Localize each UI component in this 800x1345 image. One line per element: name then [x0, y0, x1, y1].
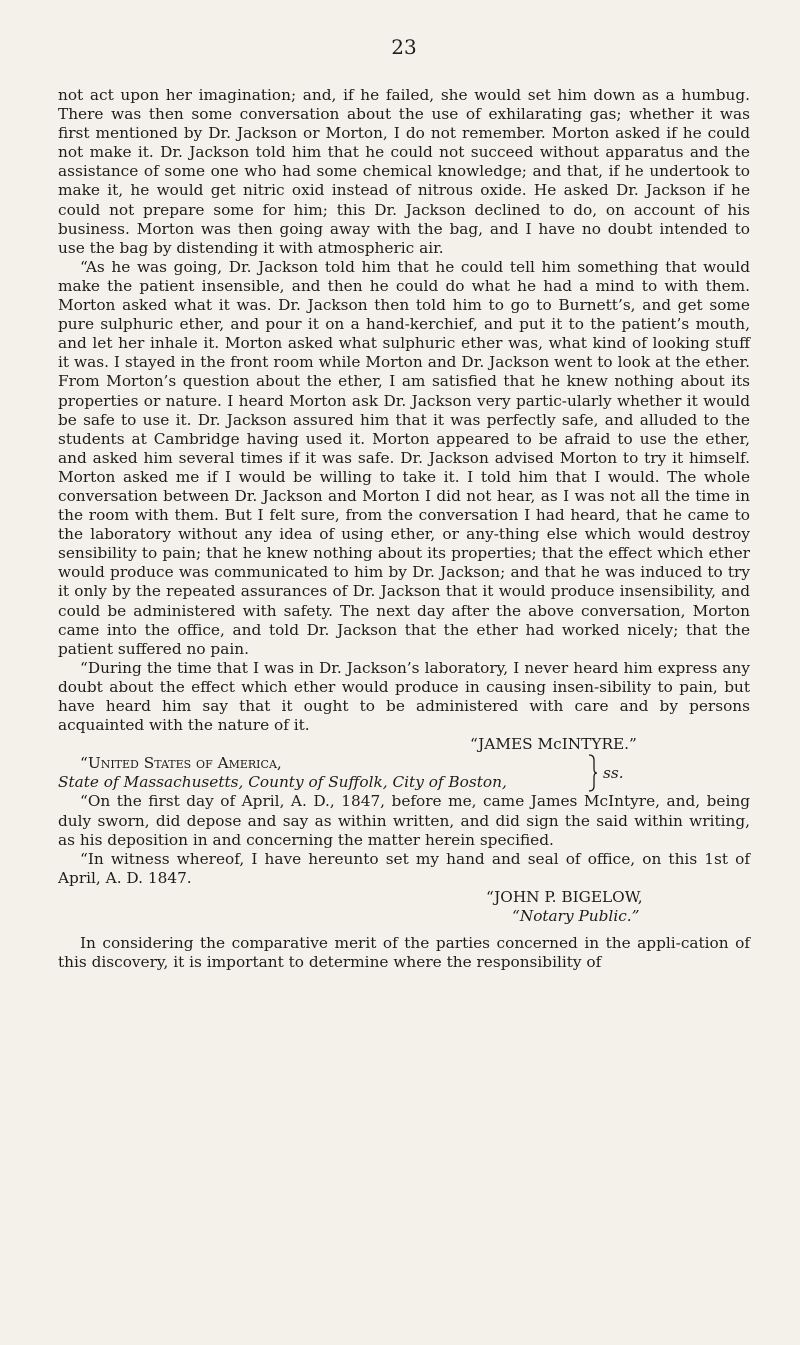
- venue-country: “United States of America,: [80, 754, 282, 773]
- signature-notary-title: “Notary Public.”: [512, 907, 640, 926]
- paragraph-4: “On the first day of April, A. D., 1847, before me, came James McIntyre, and, being duly sworn, did depose and say as within written, and did sign the said within writing, as his deposition in and concerning the matter herein specified.: [58, 792, 750, 849]
- paragraph-6: In considering the comparative merit of the parties concerned in the appli-cation of this discovery, it is important to determine where the responsibility of: [58, 934, 750, 972]
- signature-john-bigelow: “JOHN P. BIGELOW,: [486, 887, 643, 906]
- venue-ss: ss.: [603, 764, 624, 783]
- venue-block: [58, 754, 750, 792]
- paragraph-5: “In witness whereof, I have hereunto set my hand and seal of office, on this 1st of April, A. D. 1847.: [58, 849, 750, 887]
- paragraph-1: not act upon her imagination; and, if he failed, she would set him down as a humbug. There was then some conversation about the use of exhilarating gas; whether it was first mentioned by Dr. Jackson or Morton, I do not remember. Morton asked if he could not make it. Dr. Jackson told him that he could not succeed without apparatus and the assistance of some one who had some chemical knowledge; and that, if he undertook to make it, he would get nitric oxid instead of nitrous oxide. He asked Dr. Jackson if he could not prepare some for him; this Dr. Jackson declined to do, on account of his business. Morton was then going away with the bag, and I have no doubt intended to use the bag by distending it with atmospheric air.: [58, 86, 750, 257]
- document-page: [58, 36, 750, 972]
- brace-icon: [586, 754, 598, 796]
- venue-jurisdiction: State of Massachusetts, County of Suffolk, City of Boston,: [58, 773, 507, 792]
- paragraph-2: “As he was going, Dr. Jackson told him that he could tell him something that would make the patient insensible, and then he could do what he had a mind to with them. Morton asked what it was. Dr. Jackson then told him to go to Burnett’s, and get some pure sulphuric ether, and pour it on a hand-kerchief, and put it to the patient’s mouth, and let her inhale it. Morton asked what sulphuric ether was, what kind of looking stuff it was. I stayed in the front room while Morton and Dr. Jackson went to look at the ether. From Morton’s question about the ether, I am satisfied that he knew nothing about its properties or nature. I heard Morton ask Dr. Jackson very partic-ularly whether it would be safe to use it. Dr. Jackson assured him that it was perfectly safe, and alluded to the students at Cambridge having used it. Morton appeared to be afraid to use the ether, and asked him several times if it was safe. Dr. Jackson advised Morton to try it himself. Morton asked me if I would be willing to take it. I told him that I would. The whole conversation between Dr. Jackson and Morton I did not hear, as I was not all the time in the room with them. But I felt sure, from the conversation I had heard, that he came to the laboratory without any idea of using ether, or any-thing else which would destroy sensibility to pain; that he knew nothing about its properties; that the effect which ether would produce was communicated to him by Dr. Jackson; and that he was induced to try it only by the repeated assurances of Dr. Jackson that it would produce insensibility, and could be administered with safety. The next day after the above conversation, Morton came into the office, and told Dr. Jackson that the ether had worked nicely; that the patient suffered no pain.: [58, 257, 750, 658]
- page-number: 23: [391, 35, 417, 59]
- signature-james-mcintyre: “JAMES McINTYRE.”: [470, 735, 637, 754]
- paragraph-3: “During the time that I was in Dr. Jackson’s laboratory, I never heard him express any doubt about the effect which ether would produce in causing insen-sibility to pain, but have heard him say that it ought to be administered with care and by persons acquainted with the nature of it.: [58, 658, 750, 735]
